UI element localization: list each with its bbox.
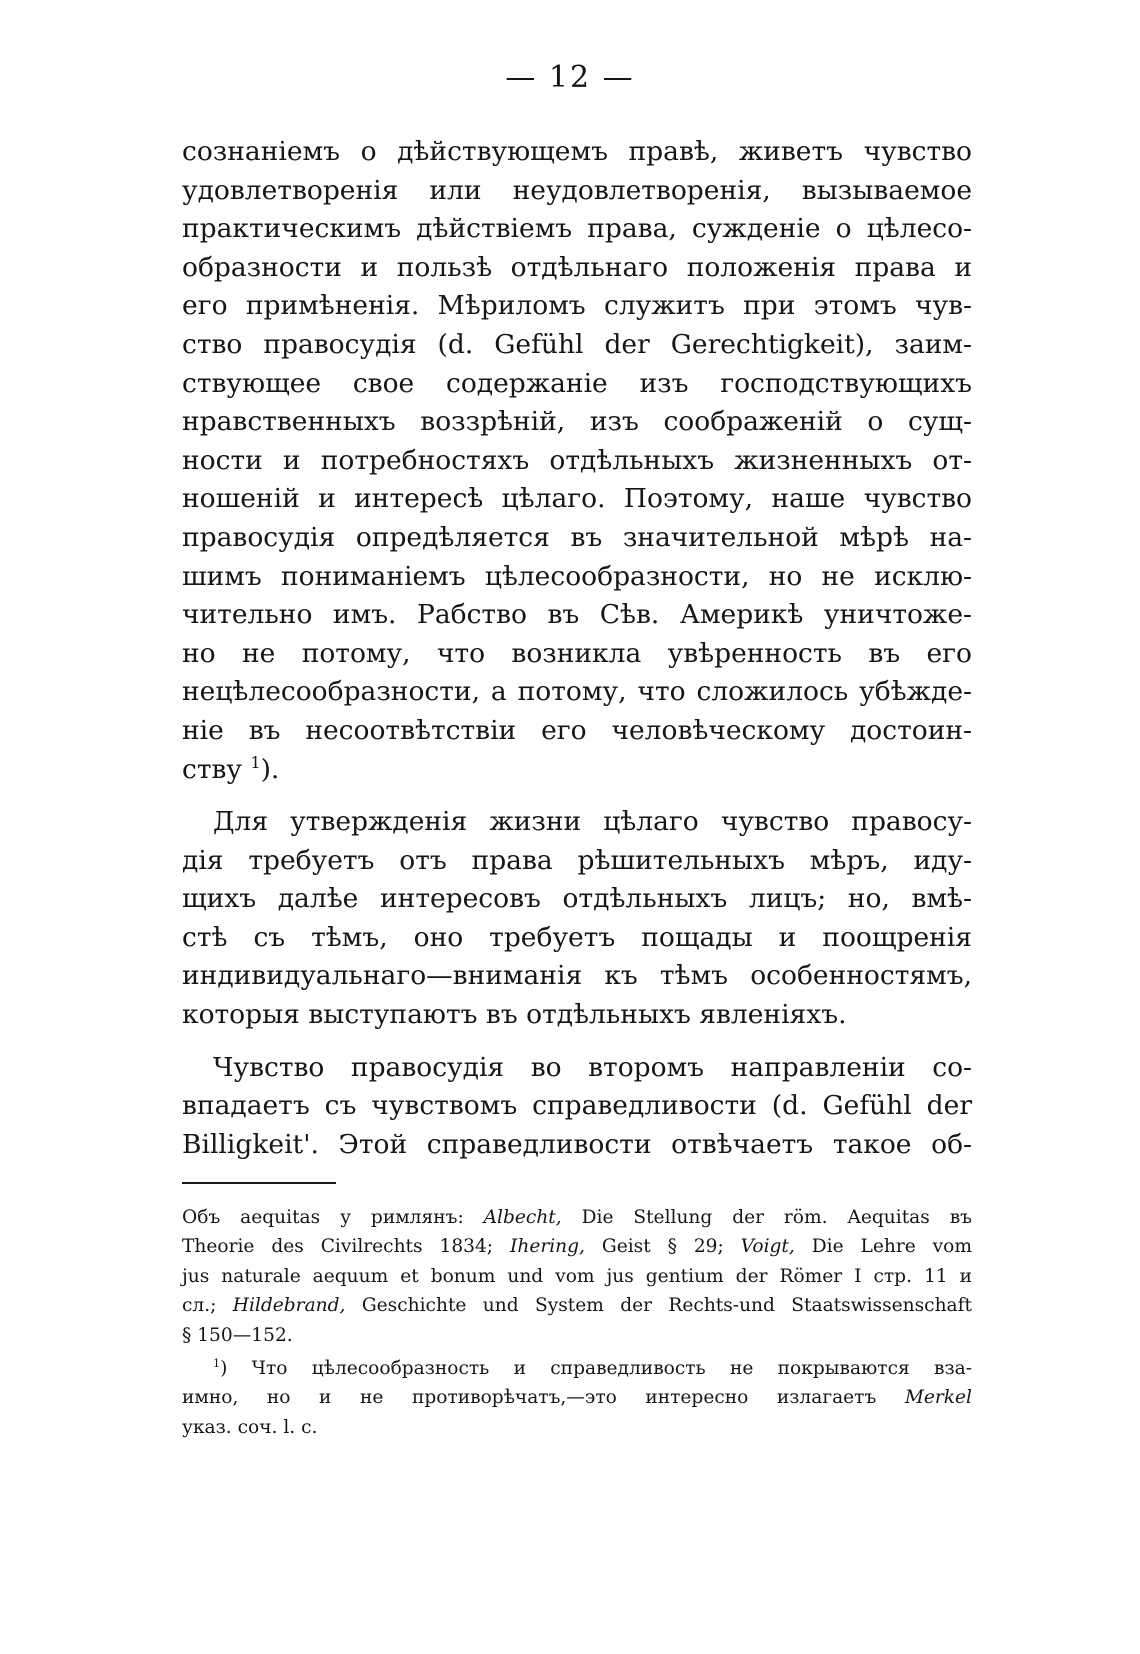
text-line: индивидуальнаго—вниманія къ тѣмъ особенностямъ, <box>182 960 972 992</box>
text-line: удовлетворенія или неудовлетворенія, вызываемое <box>182 174 972 206</box>
text-line: ности и потребностяхъ отдѣльныхъ жизненныхъ от- <box>182 444 972 476</box>
text-fragment: ству <box>182 753 243 785</box>
footnote-line: § 150—152. <box>182 1324 293 1346</box>
author-name: Albecht, <box>483 1207 562 1228</box>
text-line: щихъ далѣе интересовъ отдѣльныхъ лицъ; но, вмѣ- <box>182 883 972 915</box>
author-name: Hildebrand, <box>232 1295 346 1317</box>
footnotes <box>182 1203 972 1442</box>
text-line: нецѣлесообразности, а потому, что сложилось убѣжде- <box>182 676 972 708</box>
author-name: Voigt, <box>740 1236 795 1258</box>
page-number: — 12 — <box>505 60 635 95</box>
footnote-marker: 1 <box>213 1356 221 1370</box>
text-line: которыя выступаютъ въ отдѣльныхъ явленіяхъ. <box>182 999 847 1031</box>
footnote <box>182 1203 972 1350</box>
footnote-line: jus naturale aequum et bonum und vom jus gentium der Römer I стр. 11 и <box>182 1265 972 1287</box>
text-line: правосудія опредѣляется въ значительной мѣрѣ на- <box>182 521 972 553</box>
footnote-line: сл.; Hildebrand, Geschichte und System der Rechts-und Staatswissenschaft <box>182 1295 972 1317</box>
text-line: дія требуетъ отъ права рѣшительныхъ мѣръ, иду- <box>182 844 972 876</box>
footnote-line: Объ aequitas у римлянъ: Albecht, Die Stellung der röm. Aequitas въ <box>182 1207 972 1228</box>
author-name: Ihering, <box>510 1236 585 1258</box>
text-line: но не потому, что возникла увѣренность въ его <box>182 637 972 669</box>
footnote <box>182 1354 972 1442</box>
footnote-line: указ. соч. l. c. <box>182 1416 318 1438</box>
paragraph <box>182 1049 972 1165</box>
text-line: его примѣненія. Мѣриломъ служитъ при этомъ чув- <box>182 290 972 322</box>
footnote-line: имно, но и не противорѣчатъ,—это интересно излагаетъ Merkel <box>182 1387 972 1409</box>
text-line: ство правосудія (d. Gefühl der Gerechtigkeit), заим- <box>182 328 972 360</box>
text-line: ніе въ несоотвѣтствіи его человѣческому достоин- <box>182 714 972 746</box>
text-line: нравственныхъ воззрѣній, изъ соображеній о сущ- <box>182 406 972 438</box>
paragraph <box>182 133 972 751</box>
text-line: шимъ пониманіемъ цѣлесообразности, но не исклю- <box>182 560 972 592</box>
text-line: впадаетъ съ чувствомъ справедливости (d. Gefühl der <box>182 1090 972 1122</box>
text-line: практическимъ дѣйствіемъ права, сужденіе о цѣлесо- <box>182 213 972 245</box>
text-fragment: ). <box>260 753 280 785</box>
main-text <box>182 133 972 1164</box>
text-line: ствующее свое содержаніе изъ господствующихъ <box>182 367 972 399</box>
text-line: чительно имъ. Рабство въ Сѣв. Америкѣ уничтоже- <box>182 599 972 631</box>
text-line: ношеній и интересѣ цѣлаго. Поэтому, наше чувство <box>182 483 972 515</box>
text-line <box>182 751 972 790</box>
text-line: Для утвержденія жизни цѣлаго чувство правосу- <box>213 806 972 838</box>
paragraph <box>182 803 972 1035</box>
footnote-line: $^1$) Что цѣлесообразность и справедливость не покрываются вза- <box>213 1356 972 1379</box>
author-name: Merkel <box>904 1387 972 1409</box>
text-line: Billigkeit'. Этой справедливости отвѣчаетъ такое об- <box>182 1128 972 1160</box>
footnote-separator <box>182 1182 336 1184</box>
text-line: образности и пользѣ отдѣльнаго положенія права и <box>182 251 972 283</box>
text-line: сознаніемъ о дѣйствующемъ правѣ, живетъ чувство <box>182 136 972 167</box>
text-line: стѣ съ тѣмъ, оно требуетъ пощады и поощренія <box>182 921 972 953</box>
footnote-marker: 1 <box>250 752 261 772</box>
footnote-line: Theorie des Civilrechts 1834; Ihering, Geist § 29; Voigt, Die Lehre vom <box>182 1236 972 1258</box>
text-line: Чувство правосудія во второмъ направленіи со- <box>213 1051 972 1083</box>
